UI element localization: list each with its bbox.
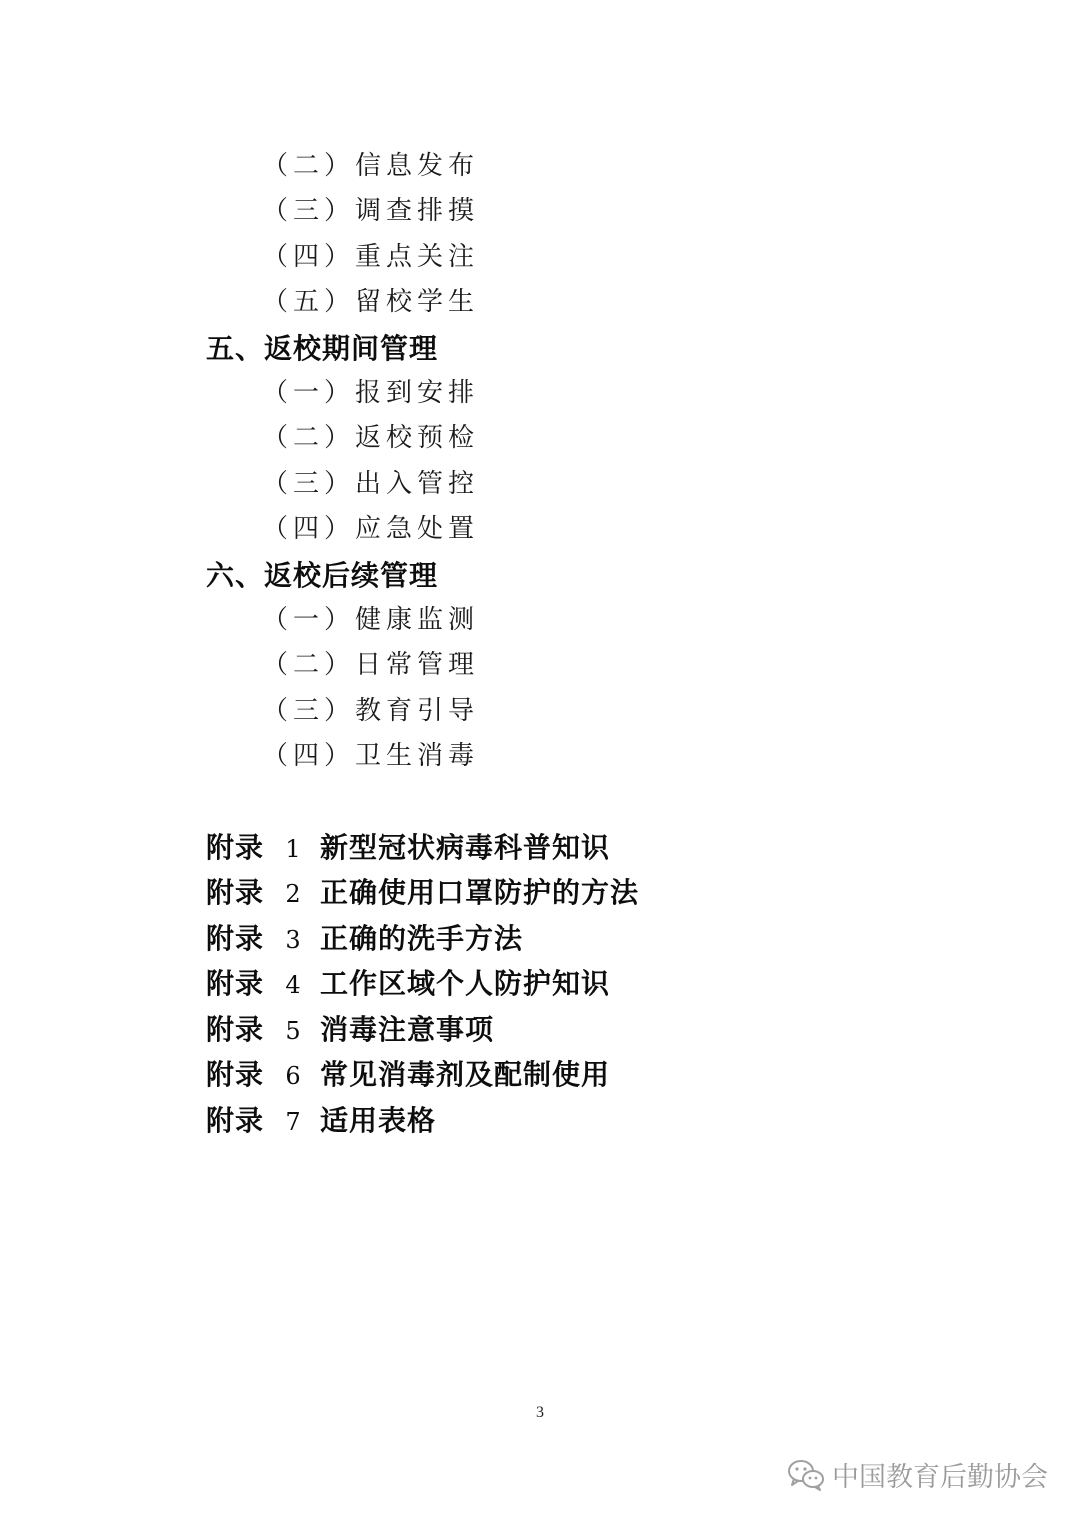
appendix-number: 7 <box>285 1108 301 1136</box>
appendix-number: 2 <box>285 880 301 908</box>
toc-subitem: （三）教育引导 <box>262 696 480 726</box>
appendix-entry <box>206 1058 611 1091</box>
appendix-label: 附录 <box>206 967 265 1000</box>
appendix-entry <box>206 876 640 909</box>
toc-subitem: （二）信息发布 <box>262 151 480 181</box>
toc-subitem: （二）返校预检 <box>262 423 480 453</box>
appendix-title: 正确使用口罩防护的方法 <box>320 876 640 909</box>
appendix-entry <box>206 1013 495 1046</box>
toc-subitem: （四）重点关注 <box>262 242 480 272</box>
appendix-number: 1 <box>285 835 301 863</box>
toc-subitem: （三）出入管控 <box>262 469 480 499</box>
source-watermark <box>786 1455 1048 1494</box>
appendix-label: 附录 <box>206 1104 265 1137</box>
appendix-title: 工作区域个人防护知识 <box>320 967 611 1000</box>
appendix-label: 附录 <box>206 1013 265 1046</box>
toc-subitem: （五）留校学生 <box>262 287 480 317</box>
appendix-title: 正确的洗手方法 <box>320 922 524 955</box>
appendix-title: 常见消毒剂及配制使用 <box>320 1058 611 1091</box>
appendix-number: 3 <box>285 926 301 954</box>
toc-subitem: （一）健康监测 <box>262 605 480 635</box>
toc-section-heading: 六、返校后续管理 <box>206 559 439 592</box>
appendix-title: 新型冠状病毒科普知识 <box>320 831 611 864</box>
toc-section-heading: 五、返校期间管理 <box>206 332 439 365</box>
watermark-text: 中国教育后勤协会 <box>832 1462 1048 1493</box>
appendix-entry <box>206 967 611 1000</box>
appendix-title: 消毒注意事项 <box>320 1013 495 1046</box>
appendix-entry <box>206 1104 437 1137</box>
appendix-label: 附录 <box>206 876 265 909</box>
appendix-label: 附录 <box>206 831 265 864</box>
appendix-number: 5 <box>285 1017 301 1045</box>
toc-subitem: （四）卫生消毒 <box>262 741 480 771</box>
toc-subitem: （二）日常管理 <box>262 650 480 680</box>
toc-subitem: （四）应急处置 <box>262 514 480 544</box>
appendix-number: 6 <box>285 1062 301 1090</box>
toc-subitem: （三）调查排摸 <box>262 196 480 226</box>
page-number: 3 <box>536 1404 544 1421</box>
appendix-number: 4 <box>285 971 301 999</box>
wechat-icon <box>786 1458 826 1492</box>
appendix-title: 适用表格 <box>320 1104 437 1137</box>
appendix-entry <box>206 831 611 864</box>
toc-subitem: （一）报到安排 <box>262 378 480 408</box>
appendix-label: 附录 <box>206 922 265 955</box>
appendix-label: 附录 <box>206 1058 265 1091</box>
appendix-entry <box>206 922 524 955</box>
